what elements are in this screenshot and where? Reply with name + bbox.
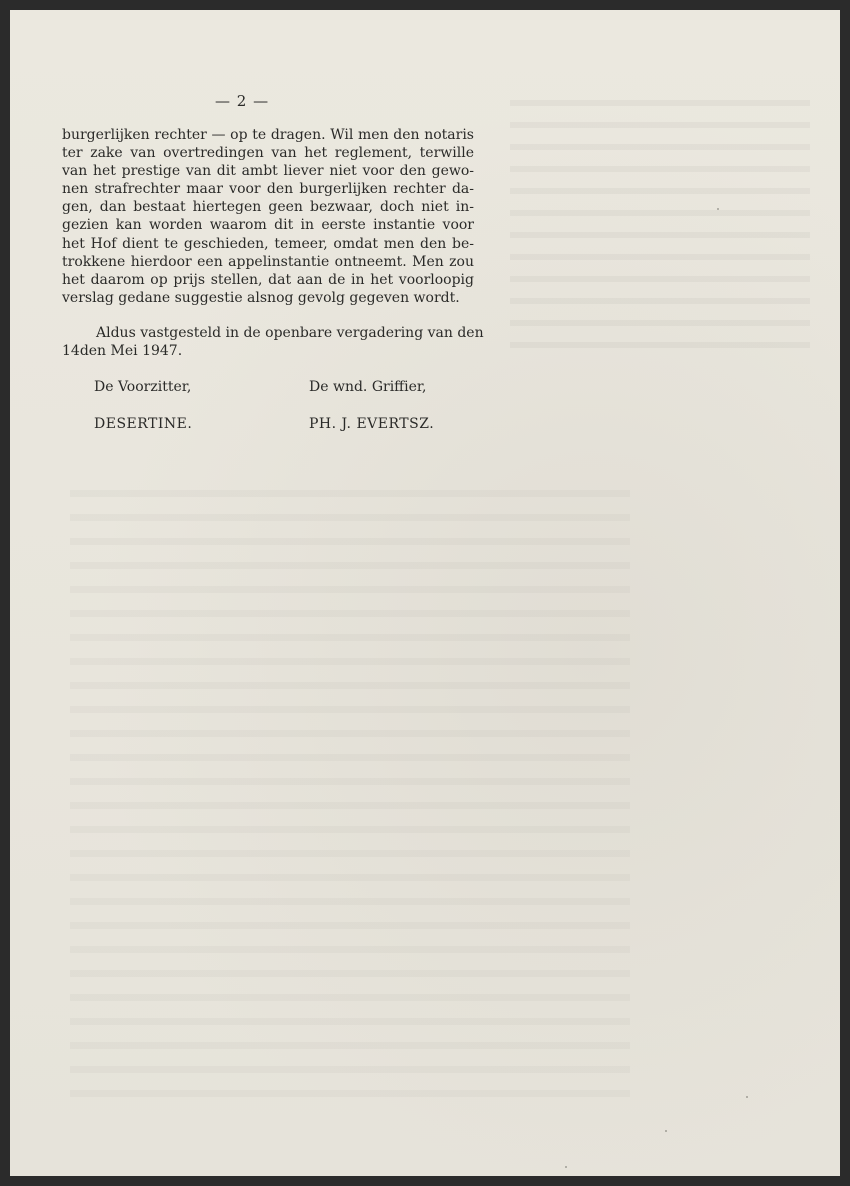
- paragraph-line: burgerlijken rechter — op te dragen. Wil men den notaris: [62, 127, 474, 143]
- clerk-name: PH. J. EVERTSZ.: [309, 416, 435, 432]
- closing-statement: [62, 324, 484, 360]
- body-paragraph: [62, 126, 474, 307]
- paragraph-line: het Hof dient te geschieden, temeer, omdat men den be-: [62, 235, 474, 252]
- paragraph-line: gezien kan worden waarom dit in eerste instantie voor: [62, 217, 474, 234]
- document-page: [10, 10, 840, 1176]
- show-through-shading-lower: [70, 490, 630, 1110]
- chairman-name: DESERTINE.: [94, 416, 193, 432]
- closing-date: 14den Mei 1947.: [62, 343, 183, 360]
- paragraph-line: trokkene hierdoor een appelinstantie ontneemt. Men zou: [62, 253, 474, 270]
- paper-speck: [565, 1166, 567, 1168]
- clerk-title: De wnd. Griffier,: [309, 379, 427, 395]
- closing-line: Aldus vastgesteld in de openbare vergadering van den: [96, 325, 484, 341]
- paper-speck: [746, 1096, 748, 1098]
- show-through-shading: [510, 100, 810, 360]
- paragraph-line: verslag gedane suggestie alsnog gevolg gegeven wordt.: [62, 289, 460, 306]
- paragraph-line: het daarom op prijs stellen, dat aan de in het voorloopig: [62, 271, 474, 288]
- paragraph-line: ter zake van overtredingen van het reglement, terwille: [62, 145, 474, 162]
- paper-speck: [717, 208, 719, 210]
- paragraph-line: gen, dan bestaat hiertegen geen bezwaar, doch niet in-: [62, 199, 474, 216]
- paper-speck: [665, 1130, 667, 1132]
- paragraph-line: van het prestige van dit ambt liever niet voor den gewo-: [62, 163, 474, 180]
- page-number: — 2 —: [215, 92, 270, 110]
- chairman-title: De Voorzitter,: [94, 379, 192, 395]
- paragraph-line: nen strafrechter maar voor den burgerlijken rechter da-: [62, 181, 474, 198]
